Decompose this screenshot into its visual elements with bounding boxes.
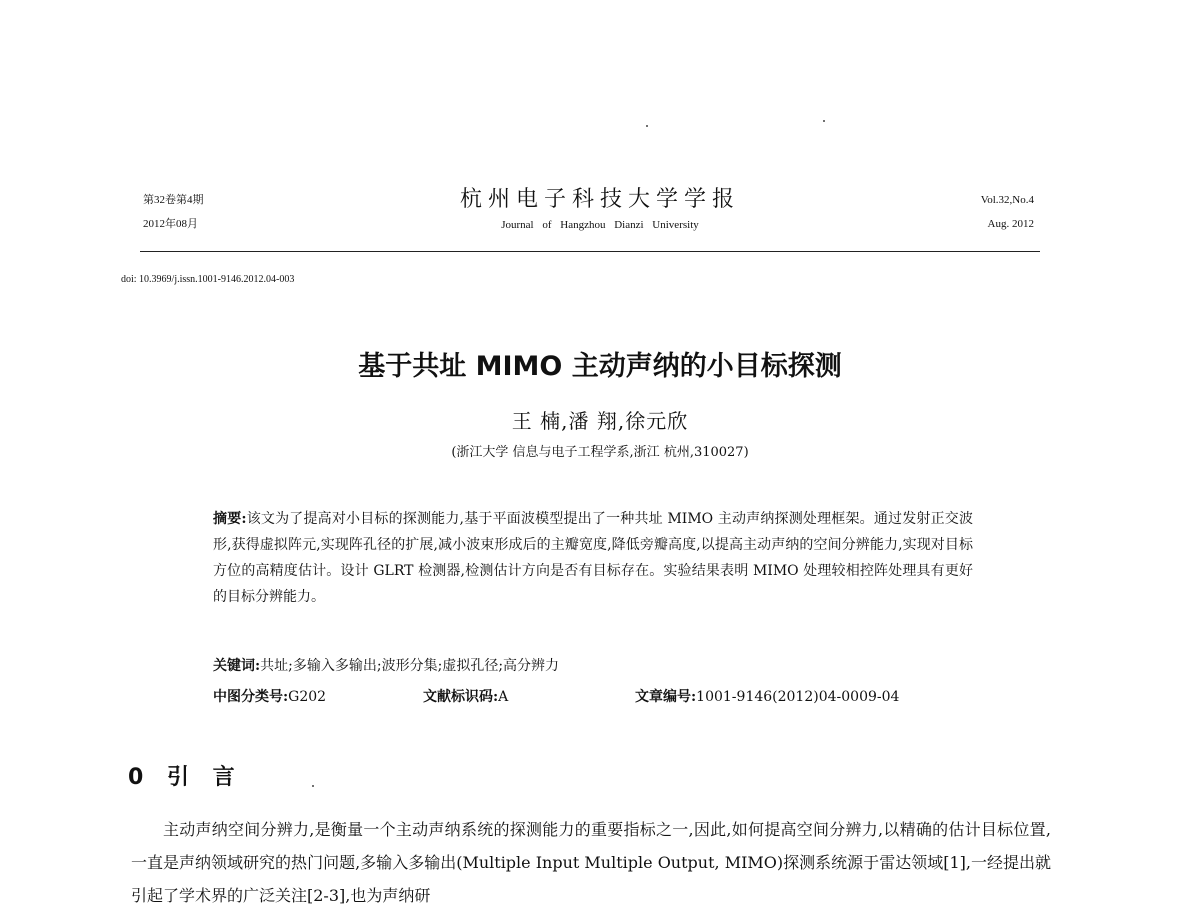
body-paragraph: 主动声纳空间分辨力,是衡量一个主动声纳系统的探测能力的重要指标之一,因此,如何提高空间分辨力,以精确的估计目标位置,一直是声纳领域研究的热门问题,多输入多输出(Multiple Input Multiple Output, MIMO)探测系统源于雷达领域[1],一经提出就引起了学术界的广泛关注[2-3],也为声纳研 — [131, 820, 1051, 905]
document-code — [423, 686, 508, 706]
keywords-label: 关键词: — [213, 658, 261, 674]
journal-name-en: Journal of Hangzhou Dianzi University — [501, 219, 699, 231]
abstract-text: 该文为了提高对小目标的探测能力,基于平面波模型提出了一种共址 MIMO 主动声纳探测处理框架。通过发射正交波形,获得虚拟阵元,实现阵孔径的扩展,减小波束形成后的主瓣宽度,降低旁瓣高度,以提高主动声纳的空间分辨能力,实现对目标方位的高精度估计。设计 GLRT 检测器,检测估计方向是否有目标存在。实验结果表明 MIMO 处理较相控阵处理具有更好的目标分辨能力。 — [213, 511, 973, 605]
clc-value: G202 — [288, 689, 327, 705]
article-number — [635, 686, 899, 706]
keywords — [213, 654, 559, 678]
section-heading — [128, 760, 243, 791]
abstract-label: 摘要: — [213, 511, 247, 527]
header-date-en: Aug. 2012 — [987, 218, 1034, 230]
paper-authors: 王 楠,潘 翔,徐元欣 — [511, 409, 689, 433]
paper-affiliation: (浙江大学 信息与电子工程学系,浙江 杭州,310027) — [451, 445, 749, 460]
scan-speck — [823, 120, 825, 122]
article-number-value: 1001-9146(2012)04-0009-04 — [696, 689, 900, 705]
section-title: 引 言 — [166, 765, 243, 790]
header-volume-en: Vol.32,No.4 — [980, 194, 1034, 206]
article-number-label: 文章编号: — [635, 689, 697, 705]
header-date-cn: 2012年08月 — [143, 218, 198, 230]
header-issue-block — [981, 188, 1034, 236]
clc-number — [213, 686, 326, 706]
journal-name-cn: 杭州电子科技大学学报 — [459, 187, 740, 212]
scan-speck — [646, 125, 648, 127]
header-volume-cn: 第32卷第4期 — [143, 194, 204, 206]
clc-label: 中图分类号: — [213, 689, 289, 705]
doi-line: doi: 10.3969/j.issn.1001-9146.2012.04-003 — [121, 274, 295, 285]
section-number: 0 — [128, 765, 152, 790]
paper-title: 基于共址 MIMO 主动声纳的小目标探测 — [358, 351, 842, 382]
abstract — [213, 506, 973, 610]
header-rule — [140, 251, 1040, 252]
scan-speck — [312, 785, 314, 787]
doc-code-label: 文献标识码: — [423, 689, 499, 705]
keywords-text: 共址;多输入多输出;波形分集;虚拟孔径;高分辨力 — [260, 658, 560, 674]
doc-code-value: A — [498, 689, 509, 705]
